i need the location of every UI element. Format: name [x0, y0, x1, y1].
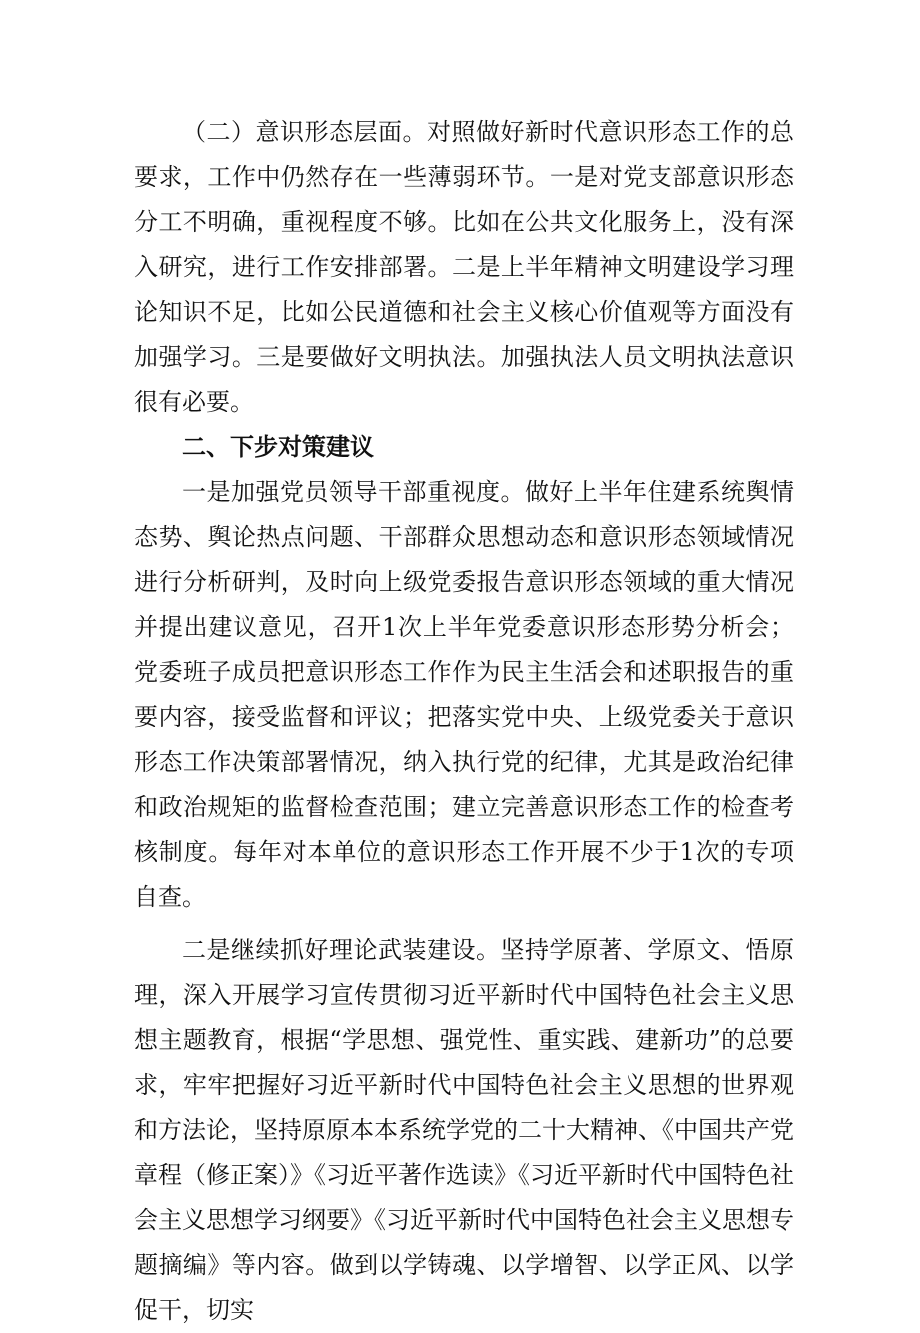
document-body: [134, 110, 794, 1333]
paragraph-one: 一是加强党员领导干部重视度。做好上半年住建系统舆情态势、舆论热点问题、干部群众思想动态和意识形态领域情况进行分析研判，及时向上级党委报告意识形态领域的重大情况并提出建议意见，召开1次上半年党委意识形态形势分析会；党委班子成员把意识形态工作作为民主生活会和述职报告的重要内容，接受监督和评议；把落实党中央、上级党委关于意识形态工作决策部署情况，纳入执行党的纪律，尤其是政治纪律和政治规矩的监督检查范围；建立完善意识形态工作的检查考核制度。每年对本单位的意识形态工作开展不少于1次的专项自查。: [134, 478, 794, 911]
section-heading-next-steps: 二、下步对策建议: [182, 433, 374, 461]
paragraph-ideology: （二）意识形态层面。对照做好新时代意识形态工作的总要求，工作中仍然存在一些薄弱环节。一是对党支部意识形态分工不明确，重视程度不够。比如在公共文化服务上，没有深入研究，进行工作安排部署。二是上半年精神文明建设学习理论知识不足，比如公民道德和社会主义核心价值观等方面没有加强学习。三是要做好文明执法。加强执法人员文明执法意识很有必要。: [134, 118, 794, 416]
paragraph-two: 二是继续抓好理论武装建设。坚持学原著、学原文、悟原理，深入开展学习宣传贯彻习近平新时代中国特色社会主义思想主题教育，根据“学思想、强党性、重实践、建新功”的总要求，牢牢把握好习近平新时代中国特色社会主义思想的世界观和方法论，坚持原原本本系统学党的二十大精神、《中国共产党章程（修正案）》《习近平著作选读》《习近平新时代中国特色社会主义思想学习纲要》《习近平新时代中国特色社会主义思想专题摘编》等内容。做到以学铸魂、以学增智、以学正风、以学促干，切实: [134, 936, 794, 1324]
